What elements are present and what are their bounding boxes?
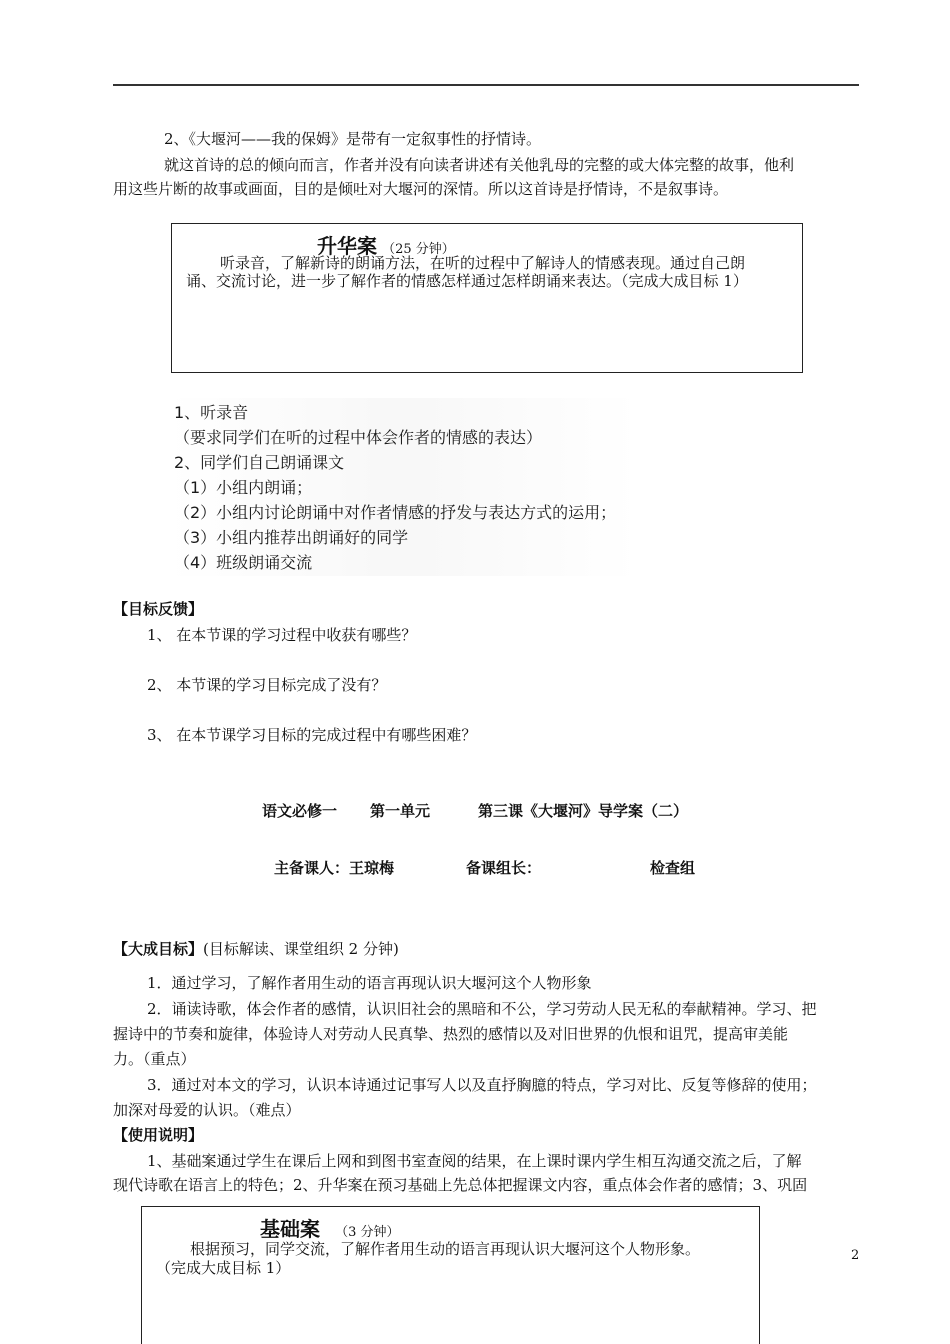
goal-2c: 力。（重点） bbox=[113, 1050, 196, 1068]
feedback-q2: 2、 本节课的学习目标完成了没有？ bbox=[147, 676, 387, 694]
jichu-heading bbox=[260, 1213, 400, 1242]
goal-3a: 3．通过对本文的学习，认识本诗通过记事写人以及直抒胸臆的特点，学习对比、反复等修辞的使用； bbox=[147, 1076, 817, 1094]
usage-line-1: 1、基础案通过学生在课后上网和到图书室查阅的结果，在上课时课内学生相互沟通交流之后，了解 bbox=[147, 1152, 802, 1170]
lesson-unit: 第一单元 bbox=[370, 802, 431, 820]
shenghua-line-2: 诵、交流讨论，进一步了解作者的情感怎样通过怎样朗诵来表达。（完成大成目标 1） bbox=[186, 272, 748, 290]
goals-heading: 【大成目标】 bbox=[113, 940, 204, 958]
jichu-line-2: （完成大成目标 1） bbox=[156, 1259, 291, 1277]
steps-image bbox=[168, 398, 638, 576]
goal-2b: 握诗中的节奏和旋律，体验诗人对劳动人民真挚、热烈的感情以及对旧世界的仇恨和诅咒，提高审美能 bbox=[113, 1025, 789, 1043]
feedback-q1: 1、 在本节课的学习过程中收获有哪些？ bbox=[147, 626, 417, 644]
lesson-preparer: 主备课人：王琼梅 bbox=[274, 859, 395, 877]
usage-heading: 【使用说明】 bbox=[113, 1126, 204, 1144]
goals-note: (目标解读、课堂组织 2 分钟) bbox=[203, 940, 399, 958]
jichu-title: 基础案 bbox=[260, 1217, 320, 1241]
intro-line-2: 就这首诗的总的倾向而言，作者并没有向读者讲述有关他乳母的完整的或大体完整的故事，他利 bbox=[164, 156, 795, 174]
goal-2a: 2．诵读诗歌，体会作者的感情，认识旧社会的黑暗和不公，学习劳动人民无私的奉献精神。学习、把 bbox=[147, 1000, 817, 1018]
step-2-1: （1）小组内朗诵； bbox=[174, 478, 313, 497]
lesson-check: 检查组 bbox=[650, 859, 696, 877]
step-2: 2、同学们自己朗诵课文 bbox=[174, 453, 345, 472]
usage-line-2: 现代诗歌在语言上的特色；2、升华案在预习基础上先总体把握课文内容，重点体会作者的感情；3、巩固 bbox=[113, 1176, 808, 1194]
lesson-course: 语文必修一 bbox=[262, 802, 338, 820]
goal-3b: 加深对母爱的认识。（难点） bbox=[113, 1101, 301, 1119]
step-2-2: （2）小组内讨论朗诵中对作者情感的抒发与表达方式的运用； bbox=[174, 503, 617, 522]
jichu-line-1: 根据预习，同学交流，了解作者用生动的语言再现认识大堰河这个人物形象。 bbox=[190, 1240, 701, 1258]
goal-1: 1．通过学习，了解作者用生动的语言再现认识大堰河这个人物形象 bbox=[147, 974, 592, 992]
shenghua-line-1: 听录音，了解新诗的朗诵方法，在听的过程中了解诗人的情感表现。通过自己朗 bbox=[220, 254, 746, 272]
intro-line-3: 用这些片断的故事或画面，目的是倾吐对大堰河的深情。所以这首诗是抒情诗，不是叙事诗。 bbox=[113, 180, 729, 198]
jichu-time: （3 分钟） bbox=[335, 1225, 400, 1240]
step-1-note: （要求同学们在听的过程中体会作者的情感的表达） bbox=[174, 428, 543, 447]
step-1: 1、听录音 bbox=[174, 403, 249, 422]
lesson-leader: 备课组长： bbox=[466, 859, 542, 877]
header-rule bbox=[113, 84, 859, 86]
step-2-4: （4）班级朗诵交流 bbox=[174, 553, 313, 572]
feedback-heading: 【目标反馈】 bbox=[113, 600, 204, 618]
goals-heading-line bbox=[113, 936, 399, 962]
shenghua-title: 升华案 bbox=[317, 234, 377, 258]
jichu-box bbox=[141, 1206, 760, 1344]
lesson-title: 第三课《大堰河》导学案（二） bbox=[478, 802, 689, 820]
shenghua-time: （25 分钟） bbox=[382, 242, 455, 257]
step-2-3: （3）小组内推荐出朗诵好的同学 bbox=[174, 528, 409, 547]
feedback-q3: 3、 在本节课学习目标的完成过程中有哪些困难？ bbox=[147, 726, 477, 744]
shenghua-box bbox=[171, 223, 803, 373]
intro-line-1: 2、《大堰河——我的保姆》是带有一定叙事性的抒情诗。 bbox=[164, 130, 542, 148]
page-number: 2 bbox=[851, 1248, 860, 1263]
